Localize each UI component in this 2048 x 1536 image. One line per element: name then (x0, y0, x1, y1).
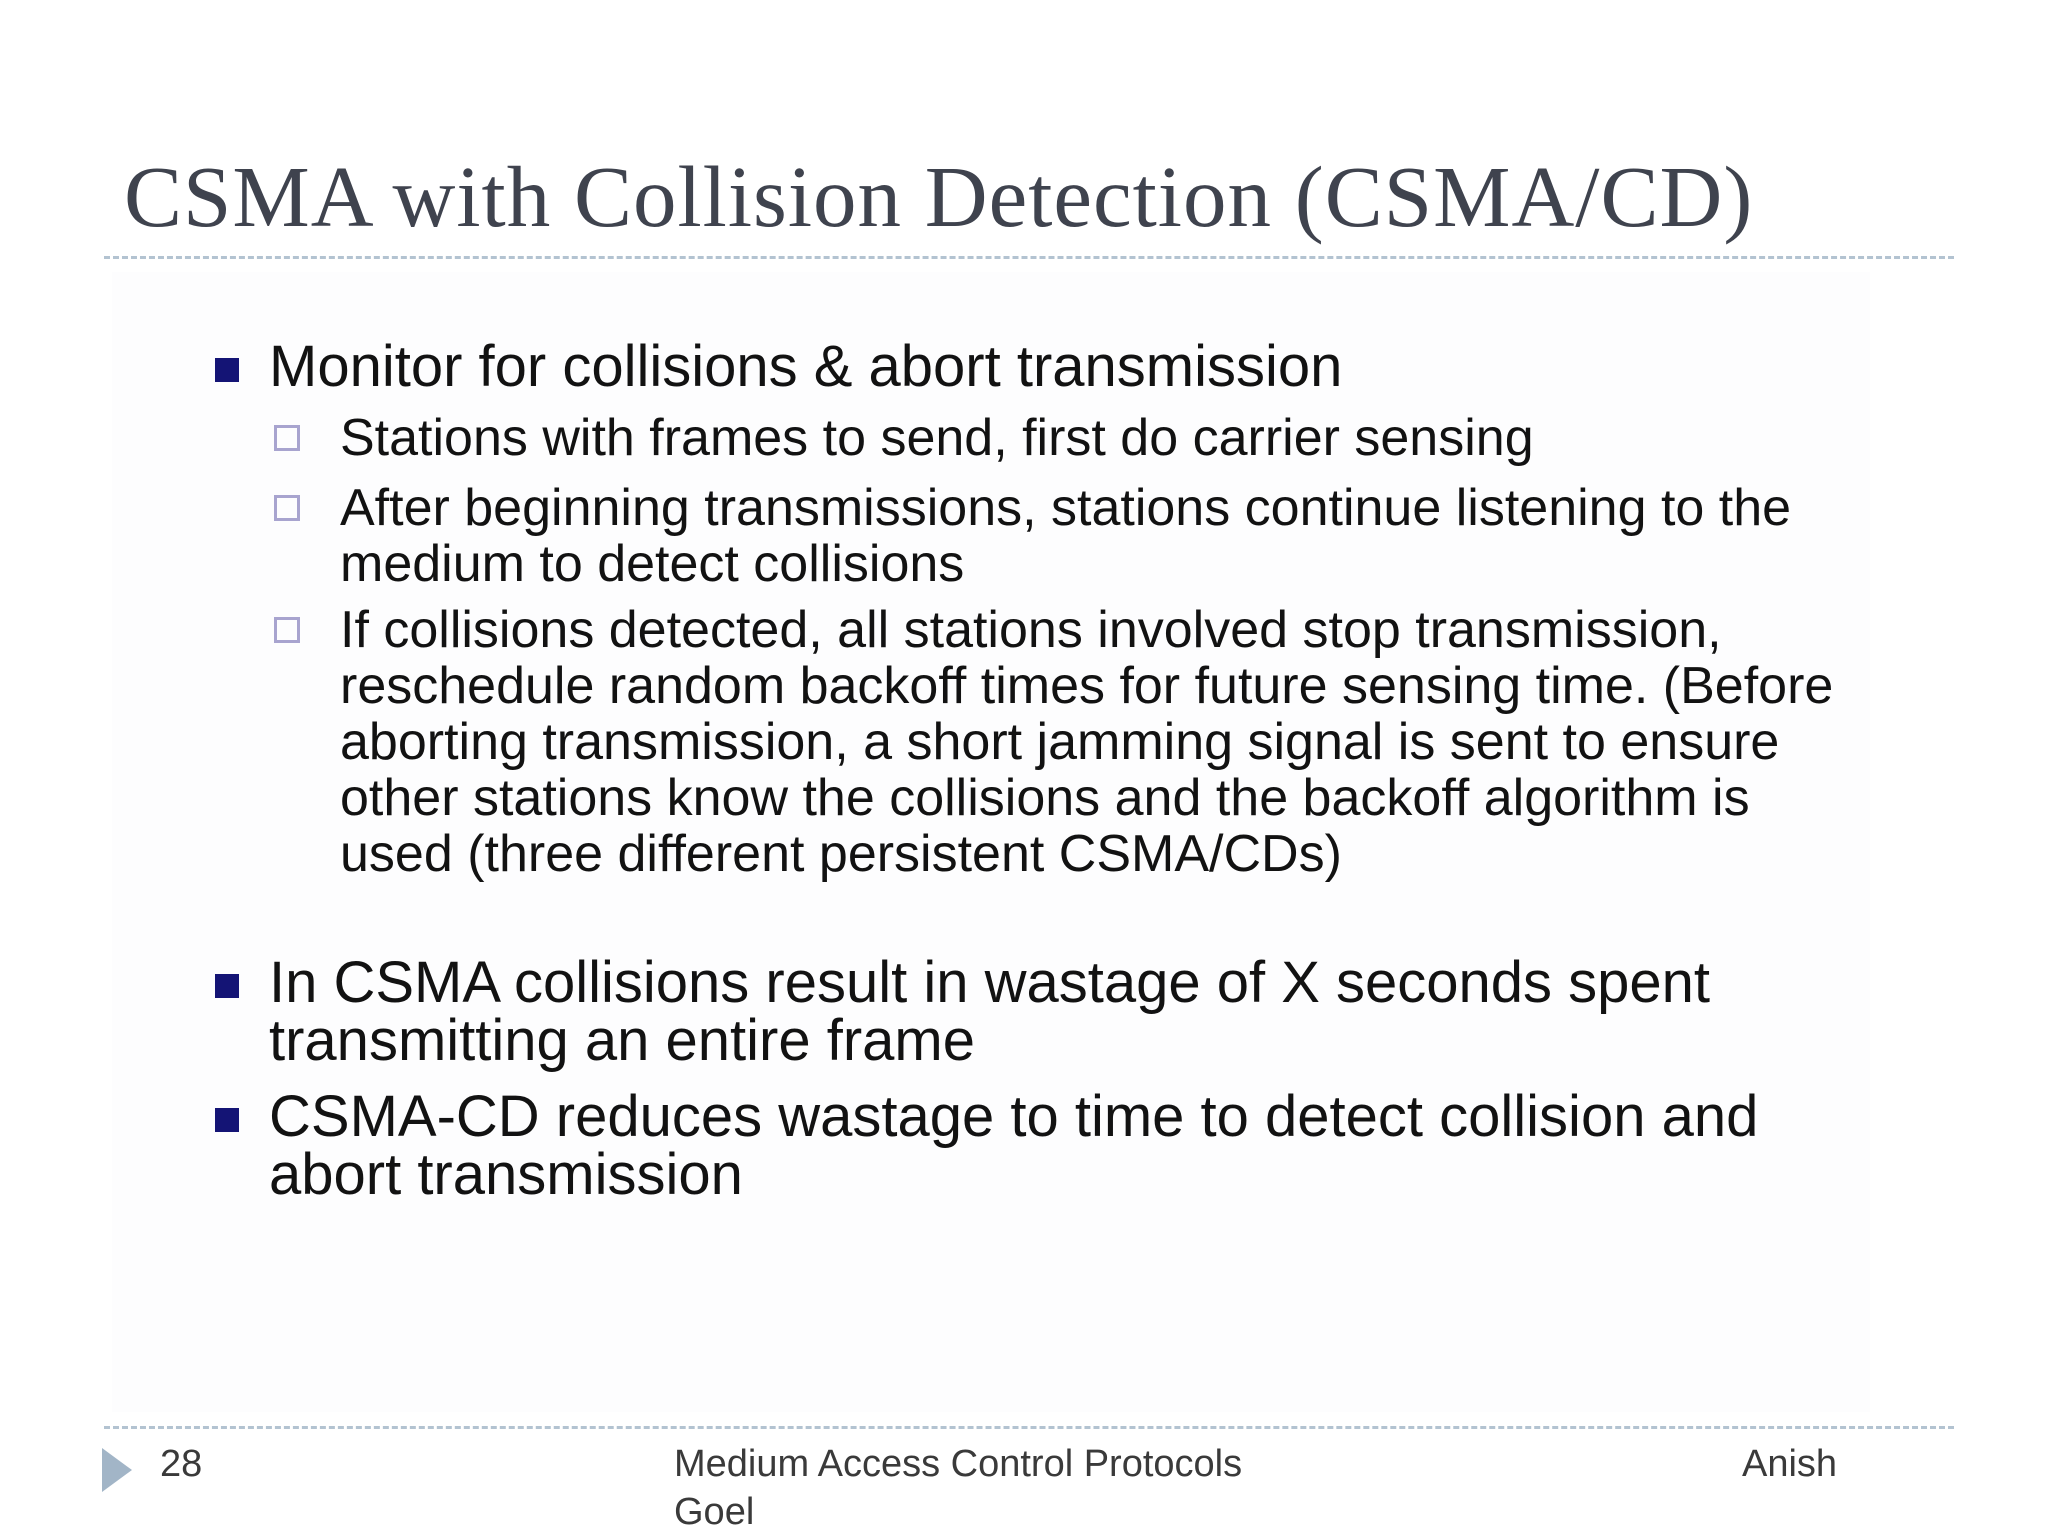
title-divider (104, 256, 1954, 259)
sub-bullet-item-3 (340, 602, 1860, 882)
triangle-right-icon (102, 1448, 132, 1492)
sub-bullet-text: Stations with frames to send, first do carrier sensing (340, 409, 1534, 467)
bullet-text: In CSMA collisions result in wastage of X seconds spent transmitting an entire frame (269, 950, 1711, 1073)
filled-square-icon (215, 358, 239, 382)
footer-author: Anish (1742, 1443, 1838, 1485)
sub-bullet-item-1 (340, 410, 1860, 466)
sub-bullet-item-2 (340, 480, 1860, 592)
bullet-item-3 (269, 1084, 1849, 1207)
hollow-square-icon (274, 617, 300, 643)
filled-square-icon (215, 974, 239, 998)
bullet-item-2 (269, 950, 1849, 1073)
footer-divider (104, 1426, 1954, 1429)
filled-square-icon (215, 1108, 239, 1132)
sub-bullet-text: After beginning transmissions, stations continue listening to the medium to detect collisions (340, 479, 1792, 593)
hollow-square-icon (274, 495, 300, 521)
slide-title: CSMA with Collision Detection (CSMA/CD) (124, 148, 1754, 245)
slide-content-image (112, 272, 1870, 1412)
page-number: 28 (160, 1443, 203, 1485)
bullet-text: Monitor for collisions & abort transmission (269, 334, 1343, 399)
hollow-square-icon (274, 425, 300, 451)
footer-title: Medium Access Control Protocols Goel (674, 1443, 1243, 1533)
bullet-item-1 (269, 334, 1849, 399)
bullet-text: CSMA-CD reduces wastage to time to detect collision and abort transmission (269, 1084, 1759, 1207)
sub-bullet-text: If collisions detected, all stations involved stop transmission, reschedule random backoff times for future sensing time. (Before aborting transmission, a short jamming signal is sent to ensure other stations know the collisions and the backoff algorithm is used (three different persistent CSMA/CDs) (340, 601, 1834, 883)
